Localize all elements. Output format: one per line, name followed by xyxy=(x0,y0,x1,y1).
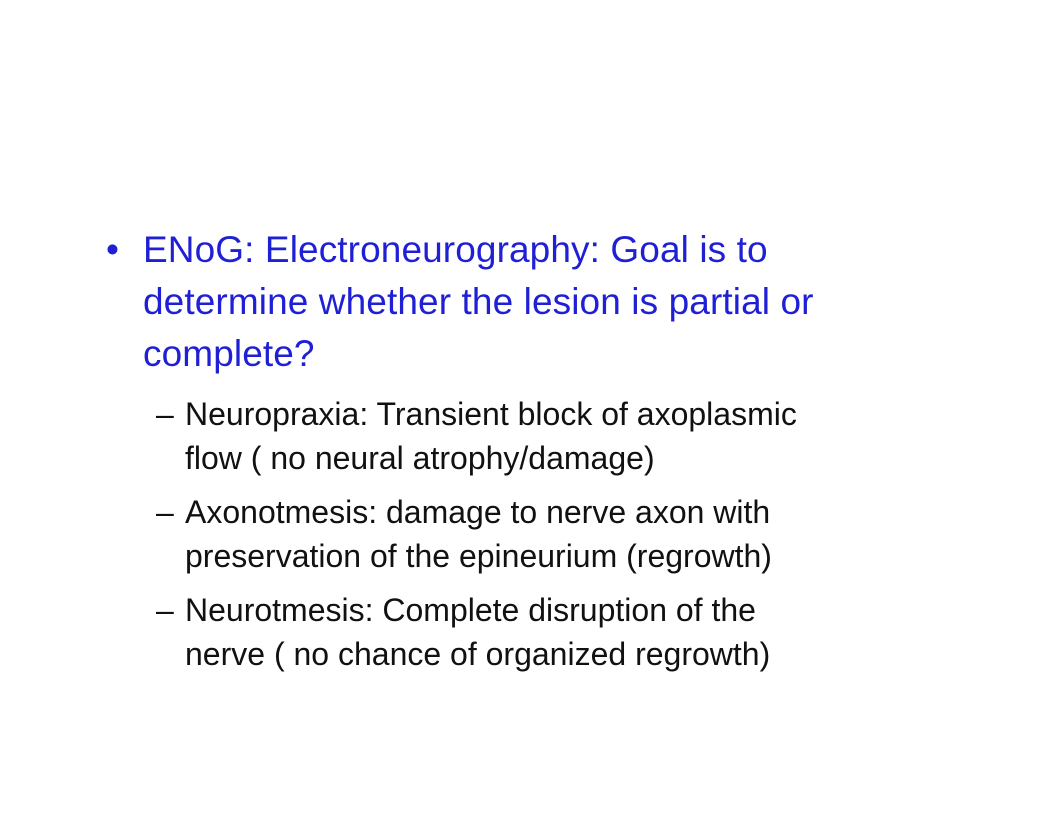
sub-bullet-line: nerve ( no chance of organized regrowth) xyxy=(185,636,771,672)
sub-bullet-line: Axonotmesis: damage to nerve axon with xyxy=(185,494,771,530)
main-bullet-line-2: determine whether the lesion is partial or xyxy=(143,281,814,322)
dash-marker: – xyxy=(156,494,174,530)
sub-bullet-neuropraxia xyxy=(156,392,986,480)
dash-marker: – xyxy=(156,592,174,628)
bullet-marker: • xyxy=(106,229,120,270)
sub-bullet-line: flow ( no neural atrophy/damage) xyxy=(185,440,655,476)
slide-content xyxy=(106,224,986,686)
main-bullet xyxy=(106,224,986,380)
main-bullet-line-3: complete? xyxy=(143,333,315,374)
sub-bullet-list xyxy=(106,392,986,676)
sub-bullet-neurotmesis xyxy=(156,588,986,676)
sub-bullet-line: preservation of the epineurium (regrowth) xyxy=(185,538,772,574)
sub-bullet-line: Neuropraxia: Transient block of axoplasmic xyxy=(185,396,797,432)
dash-marker: – xyxy=(156,396,174,432)
main-bullet-line-1: ENoG: Electroneurography: Goal is to xyxy=(143,229,768,270)
sub-bullet-line: Neurotmesis: Complete disruption of the xyxy=(185,592,756,628)
sub-bullet-axonotmesis xyxy=(156,490,986,578)
